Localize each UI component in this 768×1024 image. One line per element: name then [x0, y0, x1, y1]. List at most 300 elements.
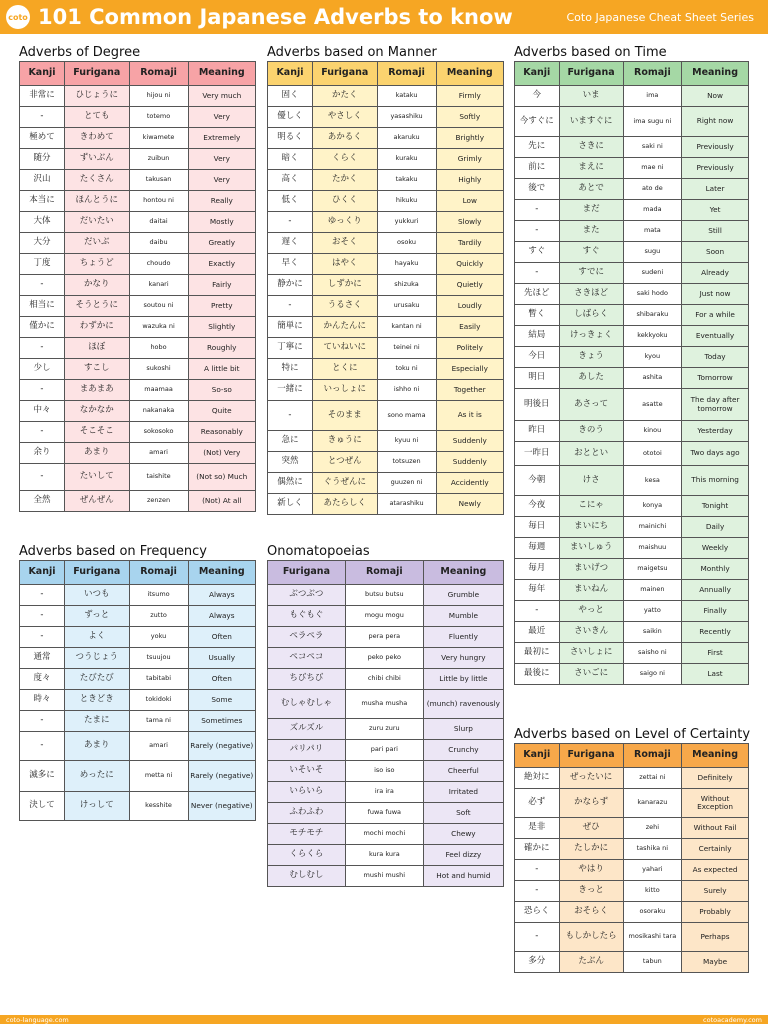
table-cell: Fluently — [423, 627, 503, 648]
table-cell: たまに — [64, 711, 129, 732]
table-cell: mainen — [623, 580, 681, 601]
table-cell: やっと — [559, 601, 623, 622]
section-title: Adverbs based on Time — [514, 45, 667, 60]
table-cell: Really — [188, 191, 255, 212]
table-cell: zutto — [129, 606, 188, 627]
table-cell: The day after tomorrow — [682, 389, 749, 421]
table-cell: Especially — [436, 359, 503, 380]
table-cell: Chewy — [423, 824, 503, 845]
table-cell: 後で — [515, 179, 560, 200]
table-cell: 恐らく — [515, 902, 560, 923]
table-cell: Low — [436, 191, 503, 212]
table-row — [20, 233, 256, 254]
table-cell: Tardily — [436, 233, 503, 254]
table-row — [20, 296, 256, 317]
table-row — [268, 359, 504, 380]
table-cell: sono mama — [377, 401, 436, 431]
table-cell: zehi — [623, 818, 681, 839]
table-cell: mogu mogu — [345, 606, 423, 627]
table-row — [515, 466, 749, 496]
table-cell: Brightly — [436, 128, 503, 149]
table-cell: Without Fail — [682, 818, 749, 839]
table-row — [268, 296, 504, 317]
table-cell: Very much — [188, 86, 255, 107]
table-cell: yatto — [623, 601, 681, 622]
table-cell: Last — [682, 664, 749, 685]
table-cell: 最初に — [515, 643, 560, 664]
table-cell: hikuku — [377, 191, 436, 212]
table-cell: 度々 — [20, 669, 65, 690]
table-cell: - — [20, 338, 65, 359]
table-cell: kanarazu — [623, 789, 681, 818]
table-cell: 今夜 — [515, 496, 560, 517]
table-cell: わずかに — [64, 317, 129, 338]
table-cell: ぶつぶつ — [268, 585, 346, 606]
table-row — [515, 902, 749, 923]
table-cell: toku ni — [377, 359, 436, 380]
table-cell: teinei ni — [377, 338, 436, 359]
table-cell: - — [515, 881, 560, 902]
column-header: Furigana — [312, 62, 377, 86]
table-row — [268, 866, 504, 887]
table-cell: 先に — [515, 137, 560, 158]
table-row — [515, 496, 749, 517]
table-cell: Politely — [436, 338, 503, 359]
table-cell: kura kura — [345, 845, 423, 866]
table-row — [20, 732, 256, 761]
table-cell: むしゃむしゃ — [268, 690, 346, 719]
table-cell: Certainly — [682, 839, 749, 860]
table-cell: 固く — [268, 86, 313, 107]
table-cell: As it is — [436, 401, 503, 431]
table-cell: zenzen — [129, 491, 188, 512]
table-cell: おととい — [559, 442, 623, 466]
column-header: Furigana — [559, 744, 623, 768]
table-row — [268, 585, 504, 606]
table-cell: しずかに — [312, 275, 377, 296]
table-header-row — [515, 62, 749, 86]
column-header: Romaji — [377, 62, 436, 86]
table-cell: ぜんぜん — [64, 491, 129, 512]
table-cell: まいげつ — [559, 559, 623, 580]
table-cell: だいぶ — [64, 233, 129, 254]
coto-logo-icon: coto — [6, 5, 30, 29]
column-header: Meaning — [188, 561, 255, 585]
section-title: Adverbs based on Frequency — [19, 544, 207, 559]
table-row — [268, 719, 504, 740]
table-header-row — [268, 62, 504, 86]
table-row — [20, 359, 256, 380]
table-row — [515, 200, 749, 221]
table-cell: まだ — [559, 200, 623, 221]
table-cell: ちびちび — [268, 669, 346, 690]
table-cell: 通常 — [20, 648, 65, 669]
table-cell: Recently — [682, 622, 749, 643]
table-cell: Suddenly — [436, 431, 503, 452]
table-cell: 一緒に — [268, 380, 313, 401]
table-cell: 多分 — [515, 952, 560, 973]
table-cell: - — [515, 221, 560, 242]
table-cell: Roughly — [188, 338, 255, 359]
table-cell: zettai ni — [623, 768, 681, 789]
table-cell: きょう — [559, 347, 623, 368]
table-row — [268, 401, 504, 431]
table-row — [268, 627, 504, 648]
table-row — [20, 606, 256, 627]
table-cell: kekkyoku — [623, 326, 681, 347]
table-cell: guuzen ni — [377, 473, 436, 494]
table-cell: ズルズル — [268, 719, 346, 740]
table-cell: tama ni — [129, 711, 188, 732]
table-row — [268, 170, 504, 191]
section-onomatopoeia — [267, 543, 504, 887]
table-cell: saigo ni — [623, 664, 681, 685]
column-header: Meaning — [436, 62, 503, 86]
table-cell: Extremely — [188, 128, 255, 149]
table-cell: 今すぐに — [515, 107, 560, 137]
table-cell: Rarely (negative) — [188, 761, 255, 792]
table-cell: ototoi — [623, 442, 681, 466]
table-row — [515, 158, 749, 179]
table-cell: tabun — [623, 952, 681, 973]
table-cell: ぐうぜんに — [312, 473, 377, 494]
table-cell: Newly — [436, 494, 503, 515]
table-cell: akaruku — [377, 128, 436, 149]
table-cell: やはり — [559, 860, 623, 881]
column-header: Meaning — [188, 62, 255, 86]
table-cell: Never (negative) — [188, 792, 255, 821]
table-row — [268, 86, 504, 107]
table-cell: sugu — [623, 242, 681, 263]
table-cell: mada — [623, 200, 681, 221]
table-row — [515, 389, 749, 421]
table-cell: 沢山 — [20, 170, 65, 191]
table-cell: ira ira — [345, 782, 423, 803]
table-row — [268, 233, 504, 254]
table-cell: あさって — [559, 389, 623, 421]
series-label: Coto Japanese Cheat Sheet Series — [566, 11, 754, 24]
table-cell: 今朝 — [515, 466, 560, 496]
table-row — [515, 768, 749, 789]
table-cell: こにゃ — [559, 496, 623, 517]
table-cell: 明るく — [268, 128, 313, 149]
table-cell: むしむし — [268, 866, 346, 887]
table-cell: Definitely — [682, 768, 749, 789]
table-cell: - — [20, 107, 65, 128]
table-row — [515, 789, 749, 818]
table-cell: 極めて — [20, 128, 65, 149]
table-cell: 暗く — [268, 149, 313, 170]
table-row — [268, 254, 504, 275]
table-row — [268, 191, 504, 212]
table-cell: たしかに — [559, 839, 623, 860]
table-cell: - — [268, 296, 313, 317]
table-cell: metta ni — [129, 761, 188, 792]
table-cell: 時々 — [20, 690, 65, 711]
table-cell: しばらく — [559, 305, 623, 326]
table-cell: urusaku — [377, 296, 436, 317]
table-row — [268, 338, 504, 359]
table-cell: 低く — [268, 191, 313, 212]
table-cell: 最後に — [515, 664, 560, 685]
table-cell: First — [682, 643, 749, 664]
table-cell: Later — [682, 179, 749, 200]
column-header: Kanji — [515, 62, 560, 86]
column-header: Furigana — [559, 62, 623, 86]
column-header: Romaji — [623, 62, 681, 86]
table-row — [268, 824, 504, 845]
table-cell: ひくく — [312, 191, 377, 212]
table-cell: soutou ni — [129, 296, 188, 317]
table-row — [268, 128, 504, 149]
table-cell: 中々 — [20, 401, 65, 422]
time-table — [514, 61, 749, 685]
table-cell: とつぜん — [312, 452, 377, 473]
table-cell: 毎年 — [515, 580, 560, 601]
table-cell: (Not so) Much — [188, 464, 255, 491]
table-cell: Hot and humid — [423, 866, 503, 887]
table-cell: ひじょうに — [64, 86, 129, 107]
table-header-row — [268, 561, 504, 585]
table-cell: yasashiku — [377, 107, 436, 128]
table-cell: おそく — [312, 233, 377, 254]
certainty-table — [514, 743, 749, 973]
table-cell: 突然 — [268, 452, 313, 473]
table-cell: yukkuri — [377, 212, 436, 233]
table-cell: ashita — [623, 368, 681, 389]
table-row — [515, 284, 749, 305]
table-cell: Soft — [423, 803, 503, 824]
table-cell: 非常に — [20, 86, 65, 107]
table-cell: けさ — [559, 466, 623, 496]
table-cell: Fairly — [188, 275, 255, 296]
table-row — [20, 690, 256, 711]
table-cell: totemo — [129, 107, 188, 128]
table-cell: shibaraku — [623, 305, 681, 326]
table-cell: Eventually — [682, 326, 749, 347]
table-cell: shizuka — [377, 275, 436, 296]
table-cell: ずっと — [64, 606, 129, 627]
table-cell: 結局 — [515, 326, 560, 347]
table-cell: Yet — [682, 200, 749, 221]
table-cell: kantan ni — [377, 317, 436, 338]
table-row — [20, 648, 256, 669]
table-cell: Two days ago — [682, 442, 749, 466]
manner-table — [267, 61, 504, 515]
table-cell: モチモチ — [268, 824, 346, 845]
table-cell: - — [20, 275, 65, 296]
table-cell: 先ほど — [515, 284, 560, 305]
table-row — [20, 491, 256, 512]
table-cell: 急に — [268, 431, 313, 452]
table-cell: Greatly — [188, 233, 255, 254]
onomatopoeia-table — [267, 560, 504, 887]
table-cell: (Not) Very — [188, 443, 255, 464]
table-cell: すぐ — [515, 242, 560, 263]
table-cell: かたく — [312, 86, 377, 107]
table-cell: Often — [188, 627, 255, 648]
table-row — [515, 368, 749, 389]
table-cell: kyuu ni — [377, 431, 436, 452]
table-cell: Surely — [682, 881, 749, 902]
table-cell: 余り — [20, 443, 65, 464]
table-cell: そのまま — [312, 401, 377, 431]
table-cell: いそいそ — [268, 761, 346, 782]
table-cell: Feel dizzy — [423, 845, 503, 866]
table-cell: 遅く — [268, 233, 313, 254]
table-cell: 今 — [515, 86, 560, 107]
table-cell: Mostly — [188, 212, 255, 233]
table-cell: iso iso — [345, 761, 423, 782]
table-cell: Very — [188, 107, 255, 128]
table-cell: pari pari — [345, 740, 423, 761]
table-row — [515, 242, 749, 263]
degree-table — [19, 61, 256, 512]
table-cell: ペコペコ — [268, 648, 346, 669]
table-cell: あした — [559, 368, 623, 389]
table-cell: Probably — [682, 902, 749, 923]
table-row — [515, 517, 749, 538]
table-cell: Crunchy — [423, 740, 503, 761]
table-cell: 全然 — [20, 491, 65, 512]
table-cell: Loudly — [436, 296, 503, 317]
table-cell: ishho ni — [377, 380, 436, 401]
table-cell: Grumble — [423, 585, 503, 606]
table-row — [515, 442, 749, 466]
table-cell: - — [20, 606, 65, 627]
table-cell: つうじょう — [64, 648, 129, 669]
table-cell: Previously — [682, 137, 749, 158]
table-cell: Today — [682, 347, 749, 368]
table-cell: hijou ni — [129, 86, 188, 107]
column-header: Kanji — [20, 561, 65, 585]
table-row — [20, 761, 256, 792]
column-header: Meaning — [423, 561, 503, 585]
table-cell: いっしょに — [312, 380, 377, 401]
column-header: Furigana — [64, 561, 129, 585]
table-cell: たびたび — [64, 669, 129, 690]
table-cell: あかるく — [312, 128, 377, 149]
table-cell: - — [20, 422, 65, 443]
section-certainty — [514, 726, 749, 973]
table-cell: おそらく — [559, 902, 623, 923]
table-cell: 少し — [20, 359, 65, 380]
table-cell: 絶対に — [515, 768, 560, 789]
table-cell: amari — [129, 732, 188, 761]
table-cell: ペラペラ — [268, 627, 346, 648]
table-row — [268, 473, 504, 494]
table-cell: うるさく — [312, 296, 377, 317]
table-cell: Quickly — [436, 254, 503, 275]
column-header: Kanji — [20, 62, 65, 86]
table-cell: まいねん — [559, 580, 623, 601]
table-cell: だいたい — [64, 212, 129, 233]
table-cell: ぜひ — [559, 818, 623, 839]
table-row — [268, 494, 504, 515]
column-header: Meaning — [682, 62, 749, 86]
table-cell: tokidoki — [129, 690, 188, 711]
table-cell: 相当に — [20, 296, 65, 317]
table-cell: maigetsu — [623, 559, 681, 580]
table-row — [20, 191, 256, 212]
table-cell: かなり — [64, 275, 129, 296]
column-header: Kanji — [515, 744, 560, 768]
table-cell: osoraku — [623, 902, 681, 923]
table-cell: かんたんに — [312, 317, 377, 338]
table-cell: 決して — [20, 792, 65, 821]
table-cell: - — [20, 464, 65, 491]
table-row — [268, 380, 504, 401]
table-cell: Weekly — [682, 538, 749, 559]
table-cell: yoku — [129, 627, 188, 648]
column-header: Kanji — [268, 62, 313, 86]
table-cell: なかなか — [64, 401, 129, 422]
table-cell: まあまあ — [64, 380, 129, 401]
table-cell: あとで — [559, 179, 623, 200]
table-row — [20, 86, 256, 107]
footer-bar — [0, 1015, 768, 1024]
table-row — [515, 86, 749, 107]
table-cell: kanari — [129, 275, 188, 296]
table-cell: たかく — [312, 170, 377, 191]
table-cell: Mumble — [423, 606, 503, 627]
table-row — [20, 422, 256, 443]
table-cell: pera pera — [345, 627, 423, 648]
table-cell: めったに — [64, 761, 129, 792]
table-row — [268, 648, 504, 669]
table-cell: あたらしく — [312, 494, 377, 515]
section-title: Adverbs based on Manner — [267, 45, 437, 60]
table-cell: Very hungry — [423, 648, 503, 669]
table-cell: musha musha — [345, 690, 423, 719]
table-cell: Quite — [188, 401, 255, 422]
table-cell: - — [515, 200, 560, 221]
header-bar — [0, 0, 768, 34]
table-row — [20, 627, 256, 648]
table-row — [515, 881, 749, 902]
table-cell: Often — [188, 669, 255, 690]
table-cell: ときどき — [64, 690, 129, 711]
table-row — [268, 107, 504, 128]
table-cell: atarashiku — [377, 494, 436, 515]
table-cell: ふわふわ — [268, 803, 346, 824]
table-cell: fuwa fuwa — [345, 803, 423, 824]
table-row — [20, 380, 256, 401]
table-cell: - — [20, 627, 65, 648]
table-cell: Softly — [436, 107, 503, 128]
table-row — [268, 212, 504, 233]
table-cell: mainichi — [623, 517, 681, 538]
table-cell: Always — [188, 606, 255, 627]
table-cell: 丁度 — [20, 254, 65, 275]
table-cell: saki hodo — [623, 284, 681, 305]
table-cell: kuraku — [377, 149, 436, 170]
table-row — [20, 669, 256, 690]
table-cell: そうとうに — [64, 296, 129, 317]
column-header: Furigana — [268, 561, 346, 585]
frequency-table — [19, 560, 256, 821]
table-cell: そこそこ — [64, 422, 129, 443]
table-cell: いつも — [64, 585, 129, 606]
table-cell: maishuu — [623, 538, 681, 559]
table-cell: takaku — [377, 170, 436, 191]
table-cell: もしかしたら — [559, 923, 623, 952]
table-cell: Just now — [682, 284, 749, 305]
table-row — [268, 275, 504, 296]
table-cell: chibi chibi — [345, 669, 423, 690]
table-cell: choudo — [129, 254, 188, 275]
column-header: Romaji — [129, 62, 188, 86]
